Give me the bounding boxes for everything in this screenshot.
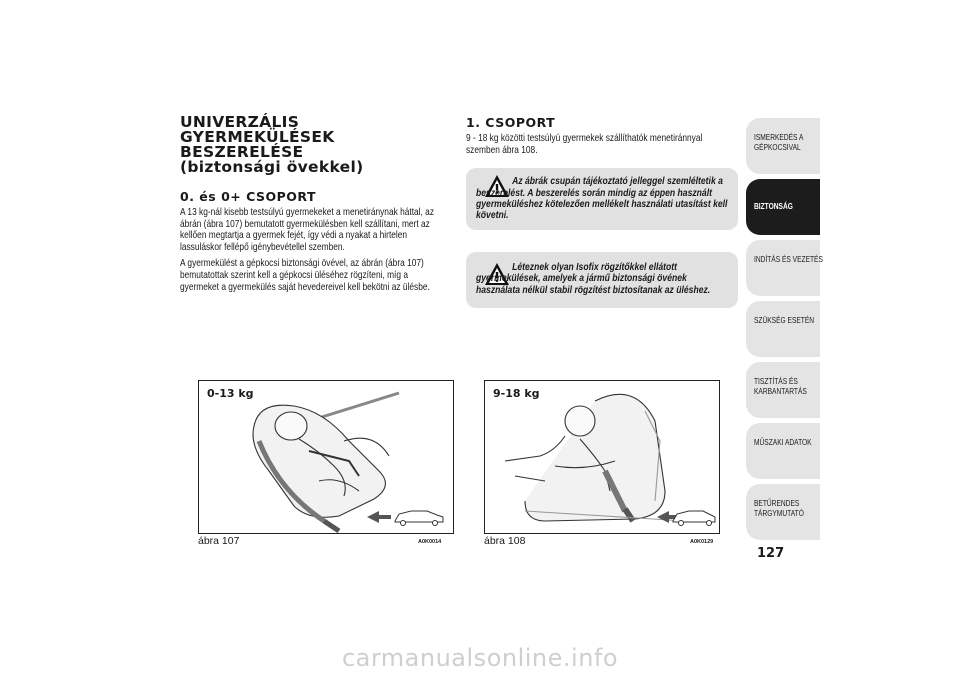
page-number: 127	[757, 546, 785, 561]
forward-facing-seat-illustration	[485, 381, 719, 533]
tab-ismerkedes[interactable]: ISMERKEDÉS A GÉPKOCSIVAL	[746, 118, 820, 174]
section-title	[180, 115, 448, 175]
tab-inditas[interactable]: INDÍTÁS ÉS VEZETÉS	[746, 240, 820, 296]
car-icon	[673, 511, 715, 526]
watermark: carmanualsonline.info	[341, 644, 619, 672]
figure-108	[484, 380, 720, 534]
tab-szukseg[interactable]: SZÜKSÉG ESETÉN	[746, 301, 820, 357]
title-line-2: BESZERELÉSE	[180, 143, 304, 161]
figure-107-code: A0K0014	[418, 539, 442, 545]
tab-targymutato[interactable]: BETŰRENDES TÁRGYMUTATÓ	[746, 484, 820, 540]
figure-108-weight-label: 9-18 kg	[493, 387, 540, 400]
figure-107-caption: ábra 107	[198, 535, 240, 547]
group-0-paragraph-1: A 13 kg-nál kisebb testsúlyú gyermekeket a menetiránynak háttal, az ábrán (ábra 107) bemutatott gyermekülésben kell szállítani, mert az kellően megtartja a gyermek fejét, így védi a nyakat a hirtelen lassuláskor fellépő igénybevétellel szemben.	[180, 207, 435, 253]
warning-box-2	[466, 252, 738, 308]
group-1-heading: 1. CSOPORT	[466, 115, 556, 130]
warning-text-1: Az ábrák csupán tájékoztató jelleggel szemléltetik a beszerelést. A beszerelés során mindig az éppen használt gyermeküléshez kötelezően mellékelt használati utasítást kell követni.	[476, 176, 728, 222]
warning-box-1	[466, 168, 738, 230]
chapter-tabs	[746, 118, 823, 545]
tab-tisztitas[interactable]: TISZTÍTÁS ÉS KARBANTARTÁS	[746, 362, 820, 418]
group-0-heading: 0. és 0+ CSOPORT	[180, 189, 317, 204]
tab-biztonsag[interactable]: BIZTONSÁG	[746, 179, 820, 235]
left-column	[180, 115, 448, 298]
group-1-paragraph: 9 - 18 kg közötti testsúlyú gyermekek szállíthatók menetiránnyal szemben ábra 108.	[466, 133, 703, 156]
rear-facing-seat-illustration	[199, 381, 453, 533]
figure-107	[198, 380, 454, 534]
figure-108-code: A0K0129	[690, 539, 714, 545]
figure-108-caption: ábra 108	[484, 535, 526, 547]
figure-107-weight-label: 0-13 kg	[207, 387, 254, 400]
warning-text-2: Léteznek olyan Isofix rögzítőkkel ellátott gyermekülések, amelyek a jármű biztonsági övének használata nélkül stabil rögzítést biztosítanak az üléshez.	[476, 261, 711, 296]
group-0-paragraph-2: A gyermekülést a gépkocsi biztonsági övével, az ábrán (ábra 107) bemutatottak szerint kell a gépkocsi üléséhez rögzíteni, míg a gyermeket a gyermekülés saját hevedereivel kell bekötni az ülésbe.	[180, 258, 430, 293]
tab-muszaki[interactable]: MŰSZAKI ADATOK	[746, 423, 820, 479]
car-icon	[395, 511, 443, 526]
title-line-1: UNIVERZÁLIS GYERMEKÜLÉSEK	[180, 113, 335, 146]
direction-arrow-icon	[367, 511, 391, 523]
title-line-3: (biztonsági övekkel)	[180, 158, 364, 176]
right-column	[466, 115, 738, 308]
